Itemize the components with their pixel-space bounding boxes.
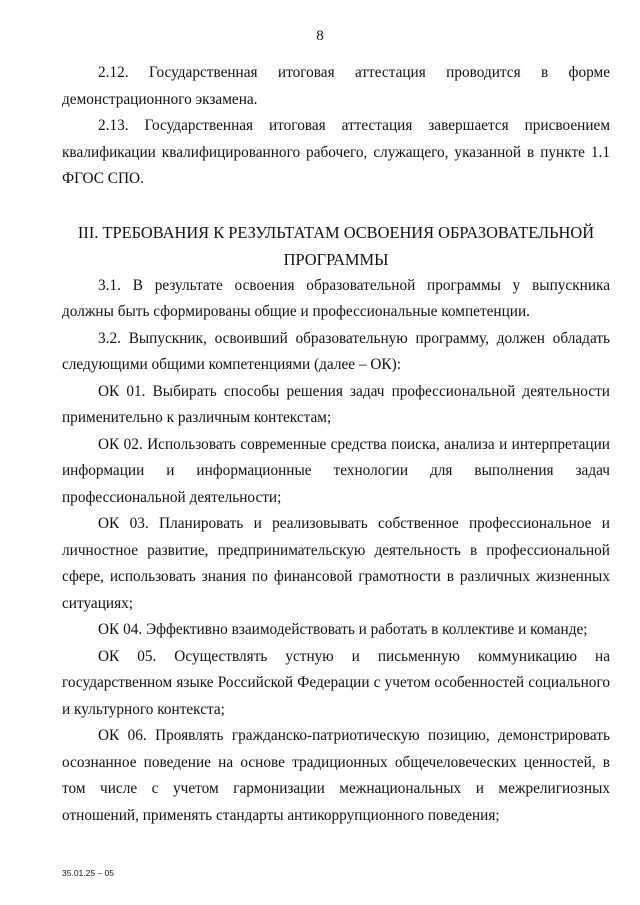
competency-ok-03: ОК 03. Планировать и реализовывать собственное профессиональное и личностное развитие, предпринимательскую деятельность в профессиональной сфере, использовать знания по финансовой грамотности в различных жизненных ситуациях; — [62, 515, 610, 612]
paragraph-3-1: 3.1. В результате освоения образовательной программы у выпускника должны быть сформированы общие и профессиональные компетенции. — [62, 276, 610, 320]
paragraph-2-12: 2.12. Государственная итоговая аттестация проводится в форме демонстрационного экзамена. — [62, 64, 610, 108]
competency-ok-02: ОК 02. Использовать современные средства поиска, анализа и интерпретации информации и информационные технологии для выполнения задач профессиональной деятельности; — [62, 435, 610, 506]
paragraph-3-2: 3.2. Выпускник, освоивший образовательную программу, должен обладать следующими общими компетенциями (далее – ОК): — [62, 329, 610, 373]
document-code-footer: 35.01.25 – 05 — [62, 868, 114, 878]
competency-ok-05: ОК 05. Осуществлять устную и письменную коммуникацию на государственном языке Российской Федерации с учетом особенностей социального и культурного контекста; — [62, 647, 610, 718]
document-body — [62, 60, 610, 829]
competency-ok-04: ОК 04. Эффективно взаимодействовать и работать в коллективе и команде; — [98, 621, 588, 638]
competency-ok-06: ОК 06. Проявлять гражданско-патриотическую позицию, демонстрировать осознанное поведение на основе традиционных общечеловеческих ценностей, в том числе с учетом гармонизации межнациональных и межрелигиозных отношений, применять стандарты антикоррупционного поведения; — [62, 727, 610, 824]
competency-ok-01: ОК 01. Выбирать способы решения задач профессиональной деятельности применительно к различным контекстам; — [62, 382, 610, 426]
section-heading: III. ТРЕБОВАНИЯ К РЕЗУЛЬТАТАМ ОСВОЕНИЯ ОБРАЗОВАТЕЛЬНОЙ ПРОГРАММЫ — [77, 222, 595, 269]
page-number: 8 — [316, 28, 324, 44]
paragraph-2-13: 2.13. Государственная итоговая аттестация завершается присвоением квалификации квалифицированного рабочего, служащего, указанной в пункте 1.1 ФГОС СПО. — [62, 117, 610, 187]
